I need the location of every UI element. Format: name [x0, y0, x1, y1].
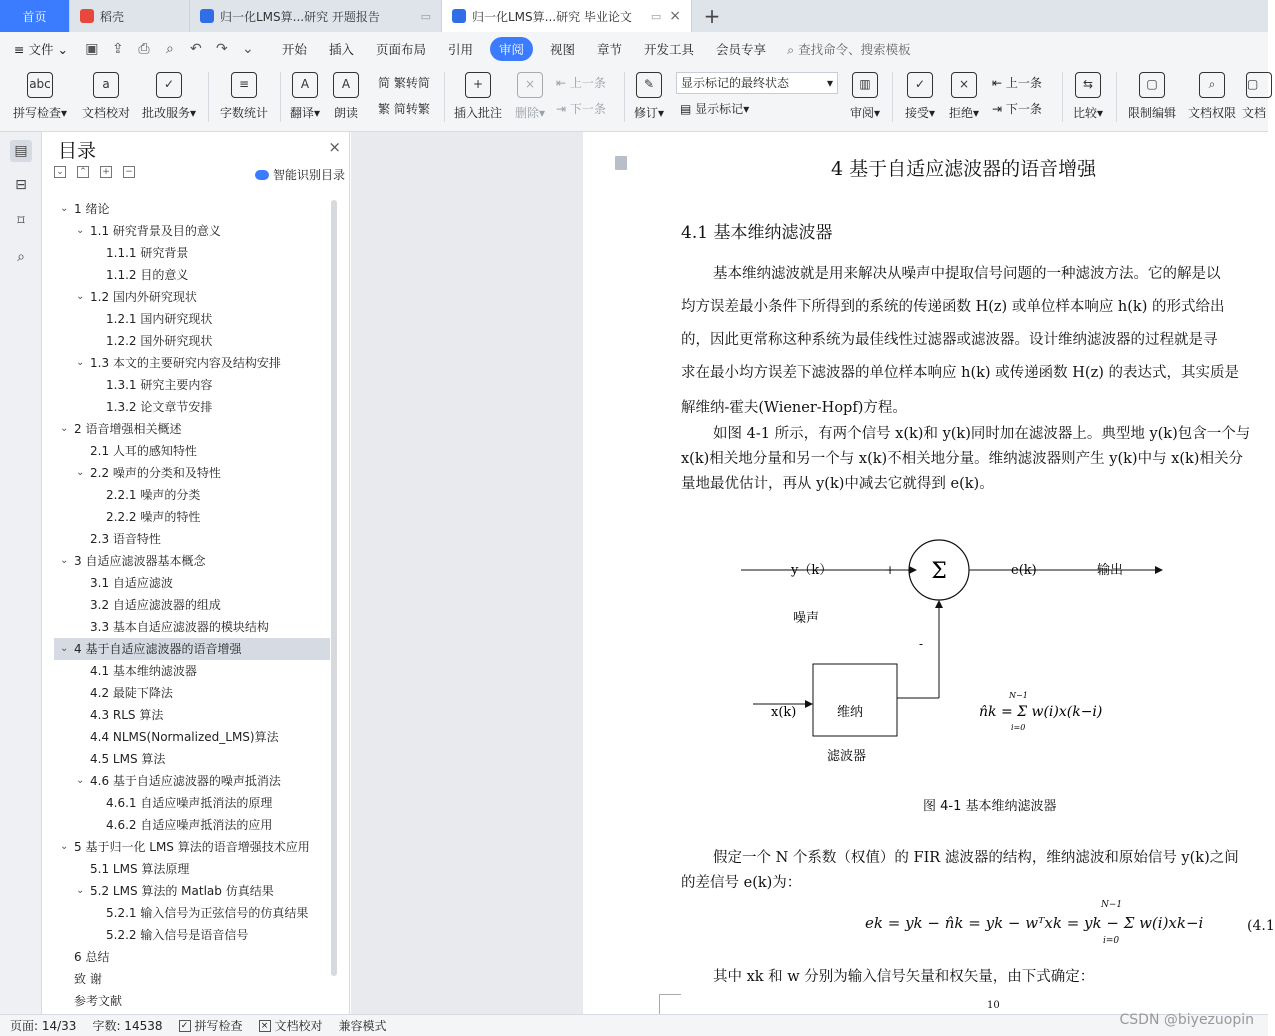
toc-item-label: 1.1.2 目的意义 [106, 268, 189, 282]
toc-item-label: 4.2 最陡下降法 [90, 686, 173, 700]
toc-item[interactable] [54, 880, 330, 902]
undo-icon[interactable]: ↶ [190, 41, 202, 57]
toc-item[interactable] [54, 990, 330, 1012]
toc-item-label: 1.2.1 国内研究现状 [106, 312, 213, 326]
review-pane-button[interactable]: ▥ 审阅▾ [846, 72, 884, 121]
toc-item-label: 3.2 自适应滤波器的组成 [90, 598, 221, 612]
tab-home[interactable]: 首页 [0, 0, 70, 32]
show-markup-icon: ▤ [680, 102, 692, 116]
reject-icon: × [951, 72, 977, 98]
next-change-button[interactable]: ⇥ 下一条 [992, 102, 1042, 116]
tab-thesis[interactable]: 归一化LMS算...研究 毕业论文 ▭ × [442, 0, 692, 32]
simp-trad-icon: 繁 [378, 102, 391, 116]
chevron-down-icon[interactable]: ⌄ [60, 841, 69, 852]
toc-item-label: 2.1 人耳的感知特性 [90, 444, 197, 458]
toc-item-label: 6 总结 [74, 950, 110, 964]
save-icon[interactable]: ▣ [85, 41, 99, 57]
toc-title: 目录 [58, 140, 97, 162]
word-doc-icon [452, 9, 466, 23]
e-label: e(k) [1011, 563, 1037, 578]
toc-item-label: 4.5 LMS 算法 [90, 752, 166, 766]
toc-item[interactable] [54, 550, 330, 572]
close-tab-icon[interactable]: × [669, 8, 681, 24]
output-label: 输出 [1097, 563, 1124, 578]
toc-item[interactable] [54, 242, 330, 264]
toc-item[interactable] [54, 198, 330, 220]
chevron-down-icon[interactable]: ⌄ [76, 291, 85, 302]
plus-sign: + [885, 563, 896, 577]
doc-permission-button[interactable]: ⌕ 文档权限 [1184, 72, 1240, 121]
toc-item[interactable] [54, 462, 330, 484]
toc-item-label: 5.2 LMS 算法的 Matlab 仿真结果 [90, 884, 274, 898]
section-heading: 4.1 基本维纳滤波器 [681, 223, 833, 243]
toc-panel-icon[interactable]: ▤ [10, 140, 32, 162]
toc-item[interactable] [54, 770, 330, 792]
compare-icon: ⇆ [1075, 72, 1101, 98]
word-count-indicator[interactable]: 字数: 14538 [92, 1019, 163, 1033]
toc-item[interactable] [54, 330, 330, 352]
prev-change-icon: ⇤ [992, 76, 1003, 90]
toc-item-label: 2.2.2 噪声的特性 [106, 510, 201, 524]
toc-item[interactable] [54, 704, 330, 726]
toc-scrollbar[interactable] [331, 200, 337, 976]
toc-item-label: 2.2 噪声的分类和及特性 [90, 466, 221, 480]
toc-item-label: 1.3.2 论文章节安排 [106, 400, 213, 414]
new-tab-button[interactable]: + [703, 4, 721, 28]
toc-item-label: 4.6.1 自适应噪声抵消法的原理 [106, 796, 273, 810]
doc-permission-icon: ⌕ [1199, 72, 1225, 98]
menu-review[interactable]: 审阅 [490, 37, 533, 61]
annotate-service-icon: ✓ [156, 72, 182, 98]
monitor-icon: ▭ [420, 9, 431, 23]
checkbox-icon: × [259, 1020, 271, 1032]
minus-sign: - [919, 637, 924, 651]
paragraph-line: 解维纳-霍夫(Wiener-Hopf)方程。 [681, 400, 907, 416]
toc-item-label: 1 绪论 [74, 202, 110, 216]
toc-item-label: 2.2.1 噪声的分类 [106, 488, 201, 502]
wiener-filter-diagram [733, 532, 1173, 772]
word-count-button[interactable]: ≡ 字数统计 [216, 72, 272, 121]
word-doc-icon [200, 9, 214, 23]
left-rail [0, 132, 42, 1014]
equation-number: (4.1 [1247, 918, 1275, 934]
chevron-down-icon[interactable]: ⌄ [60, 555, 69, 566]
paragraph-line: 的差信号 e(k)为： [681, 875, 802, 891]
paragraph-line: 假定一个 N 个系数（权值）的 FIR 滤波器的结构，维纳滤波和原始信号 y(k)之间 [713, 850, 1239, 866]
annotate-service-button[interactable]: ✓ 批改服务▾ [138, 72, 200, 121]
doc-proof-icon: a [93, 72, 119, 98]
spell-check-toggle[interactable]: ✓ 拼写检查 [179, 1017, 243, 1034]
paragraph-line: 的，因此更常称这种系统为最佳线性过滤器或滤波器。设计维纳滤波器的过程就是寻 [681, 332, 1218, 348]
insert-comment-icon: + [465, 72, 491, 98]
toc-item[interactable] [54, 506, 330, 528]
restrict-editing-button[interactable]: ▢ 限制编辑 [1124, 72, 1180, 121]
menu-references[interactable]: 引用 [447, 42, 473, 57]
eq-sum-lower: i=0 [1103, 936, 1120, 946]
toc-item-label: 3.3 基本自适应滤波器的模块结构 [90, 620, 269, 634]
paragraph-line: x(k)相关地分量和另一个与 x(k)不相关地分量。维纳滤波器则产生 y(k)中与 x(k)相关分 [681, 451, 1243, 467]
chevron-down-icon[interactable]: ⌄ [60, 423, 69, 434]
accept-button[interactable]: ✓ 接受▾ [900, 72, 940, 121]
figure-caption: 图 4-1 基本维纳滤波器 [923, 799, 1057, 814]
toc-item[interactable] [54, 968, 330, 990]
bookmark-icon[interactable]: ⌑ [17, 213, 25, 229]
x-label: x(k) [771, 705, 797, 720]
arrow-head [909, 566, 917, 574]
prev-comment-icon: ⇤ [556, 76, 567, 90]
toc-item[interactable] [54, 440, 330, 462]
delete-comment-button[interactable]: × 删除▾ [510, 72, 550, 121]
toc-toolbar [54, 166, 135, 178]
toc-list [54, 198, 330, 1012]
toc-item[interactable] [54, 902, 330, 924]
prev-change-button[interactable]: ⇤ 上一条 [992, 76, 1042, 90]
menu-bar [0, 32, 1268, 66]
equation-4-1: ek = yk − n̂k = yk − wᵀxk = yk − Σ w(i)xk−i [865, 914, 1204, 932]
translate-icon: A [292, 72, 318, 98]
toc-item[interactable] [54, 572, 330, 594]
sum-lower-limit: i=0 [1011, 723, 1026, 732]
lock-icon: ▢ [1139, 72, 1165, 98]
share-icon[interactable]: ⇪ [112, 41, 124, 57]
menu-member[interactable]: 会员专享 [716, 42, 767, 57]
toc-item-label: 4 基于自适应滤波器的语音增强 [74, 642, 242, 656]
sum-upper-limit: N−1 [1009, 691, 1028, 700]
spell-check-icon: abc [27, 72, 53, 98]
ribbon-divider [444, 72, 445, 122]
ribbon-divider [280, 72, 281, 122]
dropdown-caret-icon: ▾ [826, 76, 833, 90]
toc-item[interactable] [54, 946, 330, 968]
checkbox-icon: ✓ [179, 1020, 191, 1032]
toc-item-label: 参考文献 [74, 994, 123, 1008]
close-icon[interactable]: × [328, 138, 341, 156]
toc-item[interactable] [54, 396, 330, 418]
toc-item-label: 1.3 本文的主要研究内容及结构安排 [90, 356, 281, 370]
toc-item[interactable] [54, 792, 330, 814]
simp-to-trad-button[interactable]: 繁 简转繁 [378, 102, 430, 116]
review-pane-icon: ▥ [852, 72, 878, 98]
read-aloud-icon: A [333, 72, 359, 98]
toc-item[interactable] [54, 374, 330, 396]
menu-section[interactable]: 章节 [597, 42, 623, 57]
toc-item[interactable] [54, 352, 330, 374]
chapter-nav-icon[interactable]: ⊟ [15, 177, 27, 193]
smart-toc-button[interactable]: 智能识别目录 [255, 166, 345, 183]
toc-item[interactable] [54, 726, 330, 748]
filter-label: 滤波器 [827, 749, 867, 764]
chevron-down-icon[interactable]: ⌄ [76, 775, 85, 786]
chevron-down-icon[interactable]: ⌄ [76, 357, 85, 368]
menu-home[interactable]: 开始 [281, 42, 307, 57]
toc-item[interactable] [54, 308, 330, 330]
chevron-down-icon[interactable]: ⌄ [60, 643, 69, 654]
next-comment-button[interactable]: ⇥ 下一条 [556, 102, 606, 116]
toc-item-label: 4.1 基本维纳滤波器 [90, 664, 197, 678]
print-preview-icon[interactable]: ⌕ [166, 41, 174, 57]
toc-item-label: 3.1 自适应滤波 [90, 576, 173, 590]
markup-state-select[interactable]: 显示标记的最终状态 ▾ [676, 72, 838, 94]
toc-item-label: 致 谢 [74, 972, 102, 986]
toc-item-label: 1.1 研究背景及目的意义 [90, 224, 221, 238]
accept-icon: ✓ [907, 72, 933, 98]
chapter-heading: 4 基于自适应滤波器的语音增强 [831, 158, 1097, 180]
sigma-symbol: Σ [931, 559, 947, 584]
toc-item[interactable] [54, 484, 330, 506]
tab-docer[interactable]: 稻壳 [70, 0, 190, 32]
paragraph-line: 均方误差最小条件下所得到的系统的传递函数 H(z) 或单位样本响应 h(k) 的形式给出 [681, 299, 1225, 315]
toc-item[interactable] [54, 616, 330, 638]
monitor-icon: ▭ [650, 9, 662, 23]
tab-proposal[interactable]: 归一化LMS算...研究 开题报告 ▭ [190, 0, 442, 32]
chevron-down-icon[interactable]: ⌄ [76, 467, 85, 478]
toc-item-label: 3 自适应滤波器基本概念 [74, 554, 206, 568]
file-menu[interactable]: ≡ 文件 ⌄ [14, 42, 68, 57]
search-icon[interactable]: ⌕ [17, 249, 25, 265]
menu-layout[interactable]: 页面布局 [375, 42, 426, 57]
paragraph-line: 其中 xk 和 w 分别为输入信号矢量和权矢量，由下式确定： [713, 969, 1095, 985]
toc-item[interactable] [54, 660, 330, 682]
page-indicator[interactable]: 页面: 14/33 [10, 1019, 77, 1033]
toc-item-label: 1.1.1 研究背景 [106, 246, 189, 260]
insert-comment-button[interactable]: + 插入批注 [452, 72, 504, 121]
redo-icon[interactable]: ↷ [216, 41, 228, 57]
paragraph-line: 量地最优估计，再从 y(k)中减去它就得到 e(k)。 [681, 476, 994, 492]
doc-proof-toggle[interactable]: × 文档校对 [259, 1017, 323, 1034]
toc-item[interactable] [54, 286, 330, 308]
toc-item-label: 1.2.2 国外研究现状 [106, 334, 213, 348]
chevron-down-icon[interactable]: ⌄ [60, 203, 69, 214]
toc-item[interactable] [54, 418, 330, 440]
toc-item[interactable] [54, 220, 330, 242]
toc-item[interactable] [54, 748, 330, 770]
wiener-filter-box [813, 664, 897, 736]
document-page[interactable] [583, 132, 1275, 1014]
toc-item-label: 5.1 LMS 算法原理 [90, 862, 190, 876]
toc-item[interactable] [54, 264, 330, 286]
toc-item[interactable] [54, 682, 330, 704]
ribbon-divider [892, 72, 893, 122]
filter-box-label: 维纳 [837, 705, 864, 720]
show-markup-button[interactable]: ▤ 显示标记▾ [680, 102, 750, 116]
status-bar [0, 1014, 1268, 1036]
spell-check-button[interactable]: abc 拼写检查▾ [10, 72, 70, 121]
search-icon: ⌕ [787, 42, 795, 57]
toc-item-label: 5.2.1 输入信号为正弦信号的仿真结果 [106, 906, 309, 920]
y-label: y（k） [791, 563, 833, 578]
delete-comment-icon: × [517, 72, 543, 98]
doc-more-button[interactable]: ▢ 文档 [1242, 72, 1268, 121]
next-comment-icon: ⇥ [556, 102, 567, 116]
eq-sum-upper: N−1 [1101, 900, 1123, 910]
toc-item[interactable] [54, 594, 330, 616]
ribbon-divider [1062, 72, 1063, 122]
tab-bar [0, 0, 1268, 32]
print-icon[interactable]: ⎙ [138, 41, 150, 57]
reject-button[interactable]: × 拒绝▾ [944, 72, 984, 121]
toc-item-label: 5.2.2 输入信号是语音信号 [106, 928, 249, 942]
translate-button[interactable]: A 翻译▾ [286, 72, 324, 121]
estimate-formula: n̂k = Σ w(i)x(k−i) [979, 704, 1103, 720]
menu-view[interactable]: 视图 [550, 42, 576, 57]
chevron-down-icon[interactable]: ⌄ [76, 225, 85, 236]
expand-all-icon[interactable]: ⌃ [77, 166, 89, 178]
collapse-all-icon[interactable]: ⌄ [54, 166, 66, 178]
toc-item-label: 2.3 语音特性 [90, 532, 161, 546]
toc-item-label: 4.4 NLMS(Normalized_LMS)算法 [90, 730, 279, 744]
menu-insert[interactable]: 插入 [328, 42, 354, 57]
page-number: 10 [987, 1000, 1000, 1011]
toc-item[interactable] [54, 924, 330, 946]
next-change-icon: ⇥ [992, 102, 1003, 116]
smart-toc-icon [255, 170, 269, 180]
compare-button[interactable]: ⇆ 比较▾ [1068, 72, 1108, 121]
read-aloud-button[interactable]: A 朗读 [328, 72, 364, 121]
toc-item-label: 4.6 基于自适应滤波器的噪声抵消法 [90, 774, 281, 788]
toc-item-label: 5 基于归一化 LMS 算法的语音增强技术应用 [74, 840, 310, 854]
word-count-icon: ≡ [231, 72, 257, 98]
toc-panel [42, 132, 350, 1014]
arrow-head [1155, 566, 1163, 574]
trad-simp-icon: 简 [378, 76, 391, 90]
remove-level-icon[interactable]: − [123, 166, 135, 178]
track-changes-icon: ✎ [636, 72, 662, 98]
noise-label: 噪声 [793, 611, 820, 626]
toc-item[interactable] [54, 858, 330, 880]
docer-icon [80, 9, 94, 23]
chevron-down-icon[interactable]: ⌄ [76, 885, 85, 896]
more-icon[interactable]: ⌄ [242, 41, 254, 57]
page-margin-marker [659, 994, 681, 1014]
arrow-head [805, 700, 813, 708]
page-gutter [351, 132, 583, 1014]
track-changes-button[interactable]: ✎ 修订▾ [630, 72, 668, 121]
toc-item[interactable] [54, 814, 330, 836]
paragraph-line: 基本维纳滤波就是用来解决从噪声中提取信号问题的一种滤波方法。它的解是以 [713, 266, 1221, 282]
watermark: CSDN @biyezuopin [1119, 1012, 1254, 1028]
doc-proof-button[interactable]: a 文档校对 [78, 72, 134, 121]
paragraph-line: 如图 4-1 所示，有两个信号 x(k)和 y(k)同时加在滤波器上。典型地 y(k)包含一个与 [713, 426, 1251, 442]
command-search[interactable]: ⌕ 查找命令、搜索模板 [787, 42, 911, 57]
prev-comment-button[interactable]: ⇤ 上一条 [556, 76, 606, 90]
toc-item-label: 1.2 国内外研究现状 [90, 290, 197, 304]
toc-item-label: 4.3 RLS 算法 [90, 708, 164, 722]
page-menu-icon[interactable] [615, 156, 627, 170]
doc-more-icon: ▢ [1246, 72, 1272, 98]
trad-to-simp-button[interactable]: 简 繁转简 [378, 76, 430, 90]
add-level-icon[interactable]: + [100, 166, 112, 178]
toc-item[interactable] [54, 638, 330, 660]
compat-mode-label: 兼容模式 [338, 1019, 387, 1033]
toc-item-label: 4.6.2 自适应噪声抵消法的应用 [106, 818, 273, 832]
ribbon-divider [624, 72, 625, 122]
ribbon-divider [1116, 72, 1117, 122]
paragraph-line: 求在最小均方误差下滤波器的单位样本响应 h(k) 或传递函数 H(z) 的表达式，其实质是 [681, 365, 1239, 381]
menu-developer[interactable]: 开发工具 [644, 42, 695, 57]
toc-item-label: 2 语音增强相关概述 [74, 422, 182, 436]
ribbon-divider [208, 72, 209, 122]
toc-item[interactable] [54, 836, 330, 858]
toc-item[interactable] [54, 528, 330, 550]
toc-item-label: 1.3.1 研究主要内容 [106, 378, 213, 392]
arrow-head [935, 600, 943, 608]
